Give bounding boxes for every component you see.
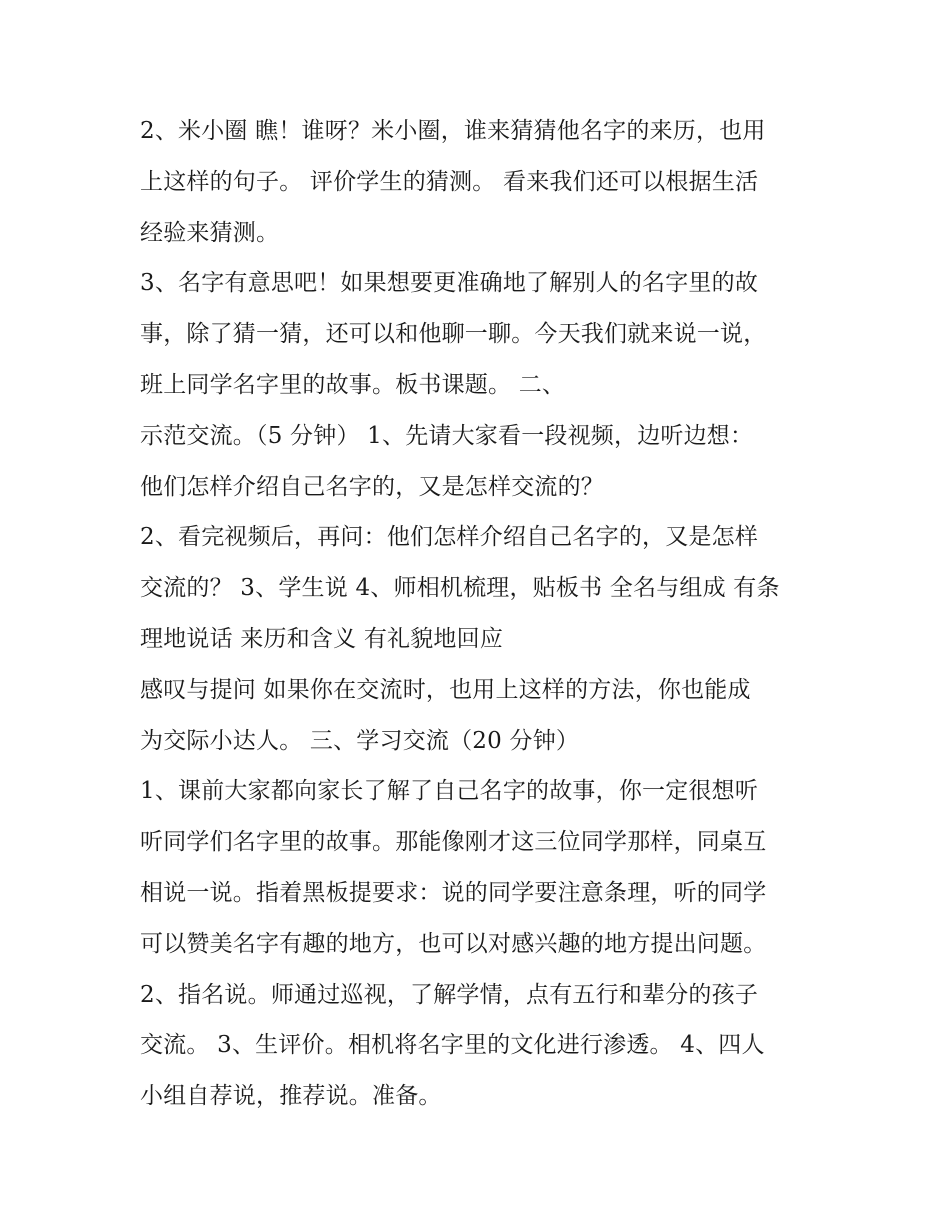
text-line: 他们怎样介绍自己名字的，又是怎样交流的？ xyxy=(140,473,604,500)
text-line: 上这样的句子。 评价学生的猜测。 看来我们还可以根据生活 xyxy=(140,168,759,195)
text-line: 1、课前大家都向家长了解了自己名字的故事，你一定很想听 xyxy=(140,778,759,805)
body-text xyxy=(140,106,830,1122)
text-line: 2、米小圈 瞧！谁呀？米小圈，谁来猜猜他名字的来历，也用 xyxy=(140,118,766,144)
text-line: 听同学们名字里的故事。那能像刚才这三位同学那样，同桌互 xyxy=(140,829,767,856)
text-line: 可以赞美名字有趣的地方，也可以对感兴趣的地方提出问题。 xyxy=(140,930,767,957)
text-line: 小组自荐说，推荐说。准备。 xyxy=(140,1083,442,1110)
text-line: 理地说话 来历和含义 有礼貌地回应 xyxy=(140,625,504,652)
text-line: 3、名字有意思吧！如果想要更准确地了解别人的名字里的故 xyxy=(140,270,759,297)
text-line: 班上同学名字里的故事。板书课题。 二、 xyxy=(140,371,566,398)
text-line: 2、看完视频后，再问：他们怎样介绍自己名字的，又是怎样 xyxy=(140,524,759,551)
text-line: 经验来猜测。 xyxy=(140,219,280,246)
text-line: 事，除了猜一猜，还可以和他聊一聊。今天我们就来说一说， xyxy=(140,321,767,348)
text-line: 相说一说。指着黑板提要求：说的同学要注意条理，听的同学 xyxy=(140,879,767,906)
text-line: 示范交流。（5 分钟） 1、先请大家看一段视频，边听边想： xyxy=(140,422,754,449)
text-line: 交流。 3、生评价。相机将名字里的文化进行渗透。 4、四人 xyxy=(140,1032,765,1059)
text-line: 为交际小达人。 三、学习交流（20 分钟） xyxy=(140,727,580,754)
text-line: 2、指名说。师通过巡视，了解学情，点有五行和辈分的孩子 xyxy=(140,981,759,1008)
text-line: 交流的？ 3、学生说 4、师相机梳理，贴板书 全名与组成 有条 xyxy=(140,575,780,602)
text-line: 感叹与提问 如果你在交流时，也用上这样的方法，你也能成 xyxy=(140,676,751,703)
